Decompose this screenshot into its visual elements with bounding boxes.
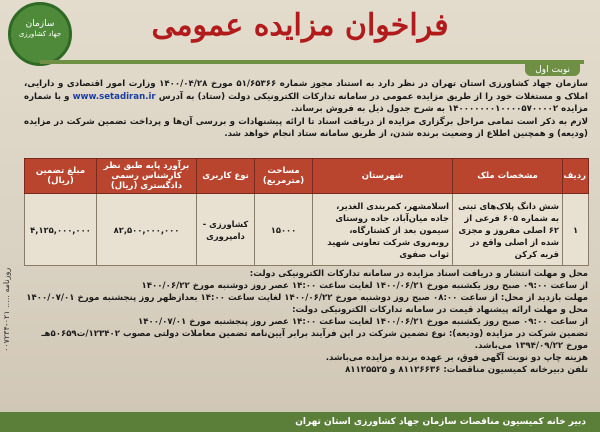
col-header-estimate: برآورد پایه طبق نظر کارشناس رسمی دادگستری (ریال) [97,159,197,194]
footer-bar [0,412,600,432]
table-header-row [25,159,589,194]
col-header-usage: نوع کاربری [197,159,255,194]
section-heading: محل و مهلت ارائه پیشنهاد قیمت در سامانه تدارکات الکترونیکی دولت: [292,305,588,315]
section-text: نوع تضمین شرکت در این فرآیند برابر آیین‌نامه تضمین معاملات دولتی مصوب ۱۲۳۴۰۲/ت۵۰۶۵۹هـ مورخ ۱۳۹۴/۰۹/۲۲ می‌باشد. [41,329,588,351]
section-text: تلفن دبیرخانه کمیسیون مناقصات: ۸۱۱۲۶۶۳۶ و ۸۱۱۲۵۵۲۵ [345,365,588,375]
page-title: فراخوان مزایده عمومی [151,8,449,43]
intro-paragraph-1: سازمان جهاد کشاورزی استان تهران در نظر دارد به استناد مجوز شماره ۵۱/۶۵۳۶۶ مورخ ۱۴۰۰/۰۴/۲۸ وزارت امور اقتصادی و دارایی، املاک و مستغلات خود را از طریق مزایده عمومی در سامانه تدارکات الکترونیکی دولت (ستاد) به آدرس [24,79,588,102]
logo-line2: جهاد کشاورزی [18,30,62,38]
col-header-area: مساحت (مترمربع) [255,159,313,194]
property-table [24,158,589,266]
cell-guarantee: ۴,۱۲۵,۰۰۰,۰۰۰ [25,194,97,266]
section-text: از ساعت ۰۸:۰۰ صبح روز دوشنبه مورخ ۱۴۰۰/۰۶/۲۲ لغایت ساعت ۱۴:۰۰ بعدازظهر روز پنجشنبه مورخ ۱۴۰۰/۰۷/۰۱ [26,293,498,303]
col-header-guarantee: مبلغ تضمین (ریال) [25,159,97,194]
side-publication-info: روزنامه ..... ۰۲۱-۰۰۷۲۳۴ [2,267,11,353]
cell-spec: شش دانگ پلاک‌های ثبتی به شماره ۶۰۵ فرعی از ۶۲ اصلی مفروز و مجزی شده از اصلی واقع در قریه کرکن [453,194,563,266]
logo-line1: سازمان [25,19,55,29]
col-header-spec: مشخصات ملک [453,159,563,194]
cell-row-number: ۱ [563,194,589,266]
table-row [25,194,589,266]
section-heading: تضمین شرکت در مزایده (ودیعه): [448,329,588,339]
conditions-section [24,268,588,376]
title-divider [40,60,584,64]
round-badge: نوبت اول [525,64,580,76]
cell-usage: کشاورزی - دامپروری [197,194,255,266]
cell-area: ۱۵۰۰۰ [255,194,313,266]
intro-paragraph-1b: و با شماره مزایده ۱۴۰۰۰۰۰۰۰۱۰۰۰۰۵۷۰۰۰۰۲ به شرح جدول ذیل به فروش برساند. [24,91,588,114]
cell-estimate: ۸۲,۵۰۰,۰۰۰,۰۰۰ [97,194,197,266]
section-heading: مهلت بازدید از محل: [500,293,588,303]
section-text: از ساعت ۰۹:۰۰ صبح روز یکشنبه مورخ ۱۴۰۰/۰۶/۲۱ لغایت ساعت ۱۴:۰۰ عصر روز پنجشنبه مورخ ۱۴۰۰/۰۷/۰۱ [137,317,588,327]
col-header-city: شهرستان [313,159,453,194]
jahad-logo [8,2,72,66]
footer-signature: دبیر خانه کمیسیون مناقصات سازمان جهاد کشاورزی استان تهران [295,417,586,427]
section-text: هزینه چاپ دو نوبت آگهی فوق، بر عهده برنده مزایده می‌باشد. [325,353,588,363]
intro-text [24,78,588,141]
section-heading: محل و مهلت انتشار و دریافت اسناد مزایده در سامانه تدارکات الکترونیکی دولت: [249,269,588,279]
setad-link[interactable]: www.setadiran.ir [72,91,156,102]
col-header-row: ردیف [563,159,589,194]
intro-paragraph-2: لازم به ذکر است تمامی مراحل برگزاری مزایده از دریافت اسناد تا ارائه پیشنهادات و بررسی آن‌ها و پرداخت تضمین شرکت در مزایده (ودیعه) و همچنین اطلاع از وضعیت برنده شدن، از طریق سامانه ستاد انجام خواهد شد. [24,116,588,139]
cell-city: اسلامشهر، کمربندی الغدیر، جاده میان‌آباد، جاده روستای سیمون بعد از کشتارگاه، روبه‌روی شرکت تعاونی شهید ثواب صفوی [313,194,453,266]
section-text: از ساعت ۰۹:۰۰ صبح روز یکشنبه مورخ ۱۴۰۰/۰۶/۲۱ لغایت ساعت ۱۴:۰۰ عصر روز دوشنبه مورخ ۱۴۰۰/۰۶/۲۲ [141,281,588,291]
